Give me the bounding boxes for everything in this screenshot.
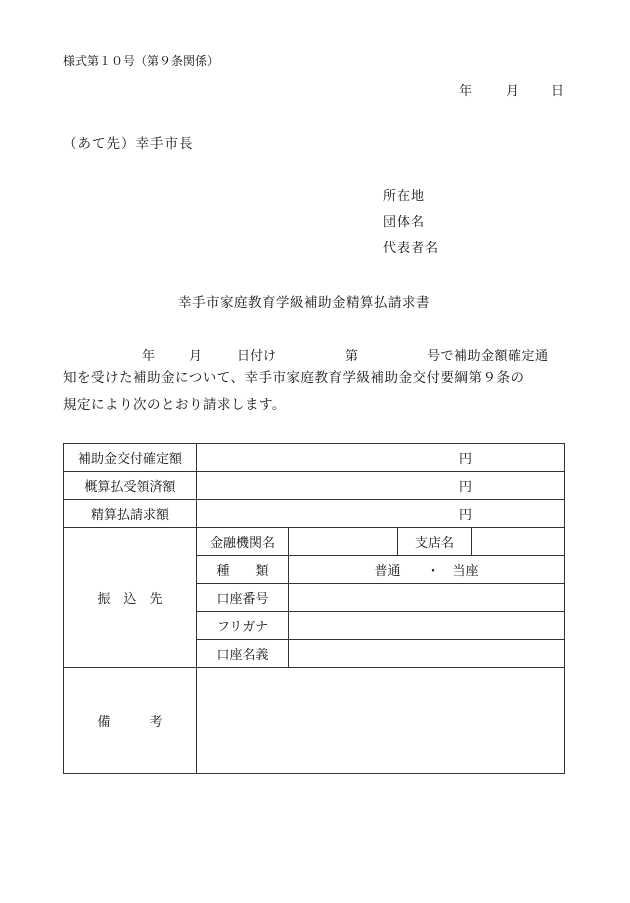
body-go-tail: 号で補助金額確定通 xyxy=(427,349,549,364)
request-amount-label: 精算払請求額 xyxy=(64,500,197,528)
document-title: 幸手市家庭教育学級補助金精算払請求書 xyxy=(178,295,430,311)
date-month: 月 xyxy=(506,84,520,99)
account-type-options[interactable]: 普通 ・ 当座 xyxy=(289,556,565,584)
transfer-label: 振 込 先 xyxy=(64,528,197,668)
address-label: 所在地 xyxy=(383,189,426,204)
rep-label: 代表者名 xyxy=(383,241,440,256)
confirmed-amount-field[interactable] xyxy=(197,444,565,472)
date-year: 年 xyxy=(459,84,473,99)
account-holder-field[interactable] xyxy=(289,640,565,668)
yen-unit: 円 xyxy=(459,480,473,495)
received-amount-label: 概算払受領済額 xyxy=(64,472,197,500)
table-row xyxy=(64,528,565,556)
remarks-label: 備 考 xyxy=(64,668,197,774)
furigana-field[interactable] xyxy=(289,612,565,640)
confirmed-amount-label: 補助金交付確定額 xyxy=(64,444,197,472)
addressee: （あて先）幸手市長 xyxy=(63,136,194,152)
request-amount-field[interactable] xyxy=(197,500,565,528)
form-number: 様式第１０号（第９条関係） xyxy=(63,54,220,68)
yen-unit: 円 xyxy=(459,508,473,523)
table-row xyxy=(64,444,565,472)
body-line-3: 規定により次のとおり請求します。 xyxy=(63,397,286,413)
account-holder-label: 口座名義 xyxy=(197,640,289,668)
body-dai: 第 xyxy=(345,349,359,364)
yen-unit: 円 xyxy=(459,452,473,467)
branch-field[interactable] xyxy=(472,528,565,556)
body-month: 月 xyxy=(189,349,203,364)
bank-name-label: 金融機関名 xyxy=(197,528,289,556)
body-line-2: 知を受けた補助金について、幸手市家庭教育学級補助金交付要綱第９条の xyxy=(63,370,525,386)
branch-label: 支店名 xyxy=(398,528,472,556)
account-number-label: 口座番号 xyxy=(197,584,289,612)
body-dated: 日付け xyxy=(237,349,277,364)
table-row xyxy=(64,500,565,528)
remarks-field[interactable] xyxy=(197,668,565,774)
org-label: 団体名 xyxy=(383,215,426,230)
table-row xyxy=(64,668,565,774)
date-day: 日 xyxy=(551,84,565,99)
bank-name-field[interactable] xyxy=(289,528,398,556)
account-type-label: 種 類 xyxy=(197,556,289,584)
received-amount-field[interactable] xyxy=(197,472,565,500)
body-year: 年 xyxy=(142,349,156,364)
request-table xyxy=(63,443,565,774)
account-number-field[interactable] xyxy=(289,584,565,612)
table-row xyxy=(64,472,565,500)
furigana-label: フリガナ xyxy=(197,612,289,640)
